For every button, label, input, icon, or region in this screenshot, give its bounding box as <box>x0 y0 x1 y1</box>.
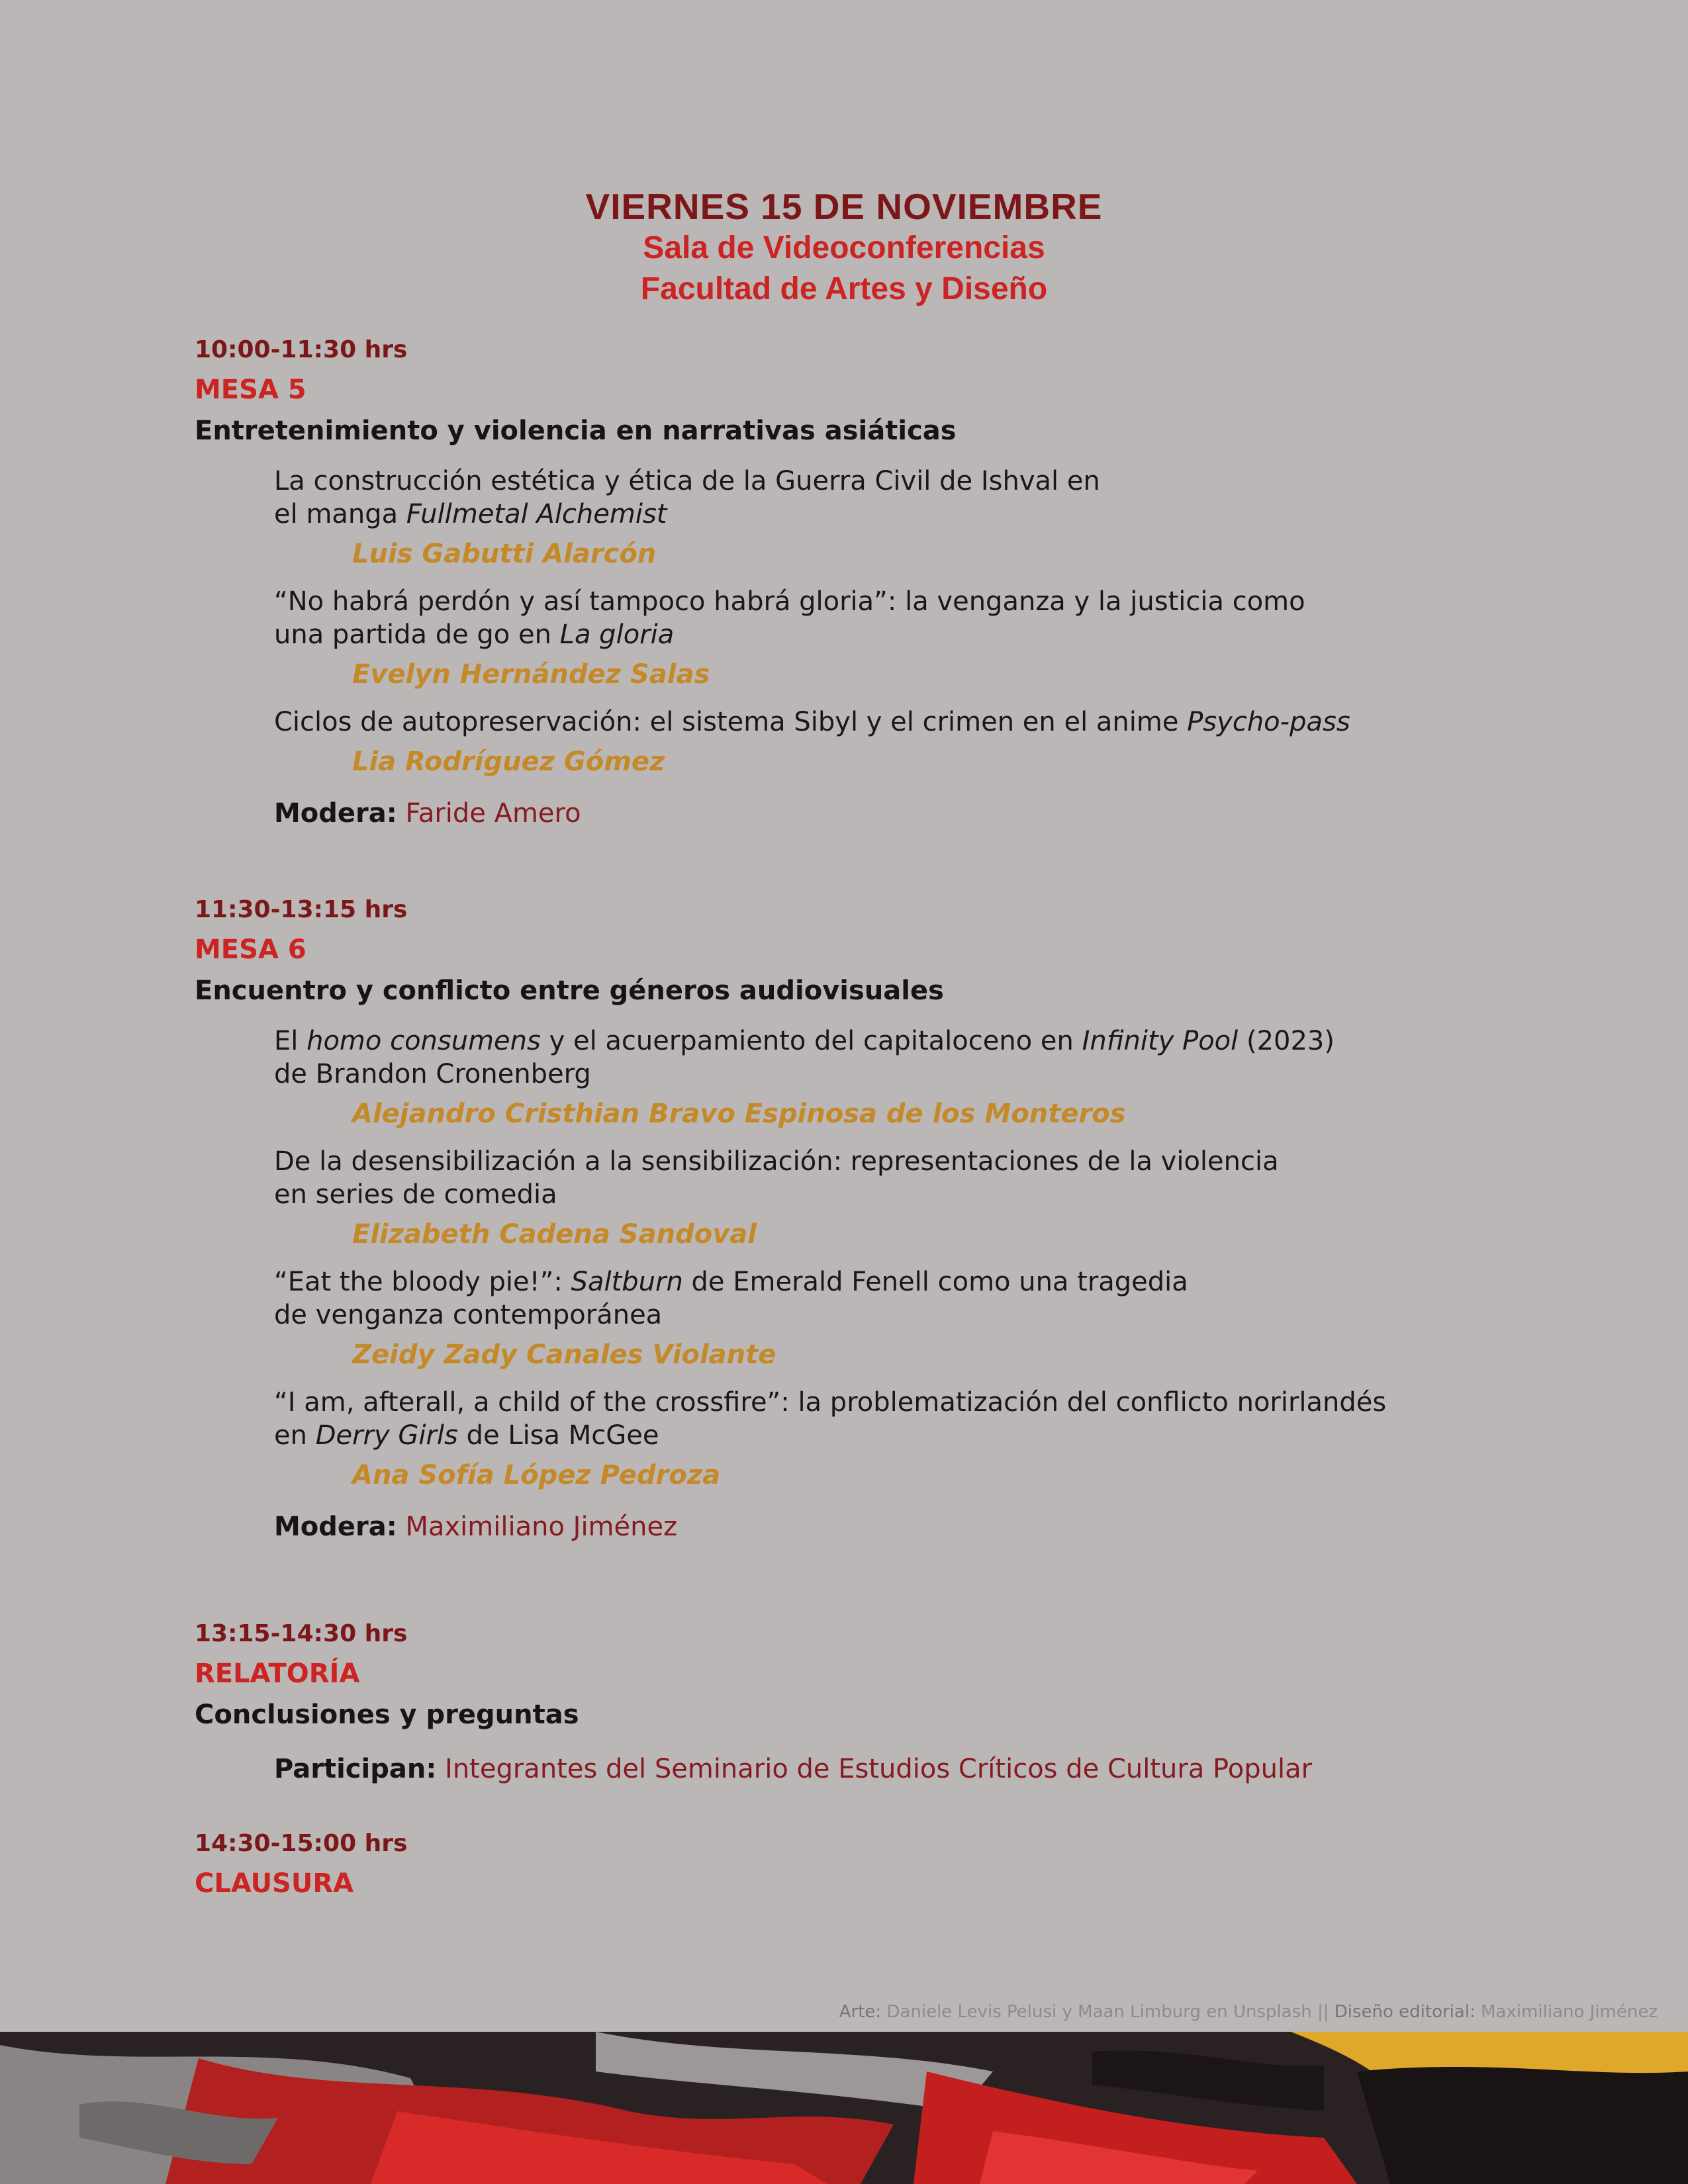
talk-title: “Eat the bloody pie!”: Saltburn de Emerald Fenell como una tragedia de venganza contemporánea <box>274 1267 1188 1330</box>
session-time: 10:00-11:30 hrs <box>195 336 408 363</box>
talk-item <box>274 1145 1519 1251</box>
session-label: RELATORÍA <box>195 1659 360 1689</box>
event-header <box>0 185 1688 310</box>
moderator: Modera: Faride Amero <box>274 798 581 829</box>
session-clausura <box>195 1827 1519 1903</box>
abstract-painting-banner <box>0 2032 1688 2184</box>
talk-title: El homo consumens y el acuerpamiento del capitaloceno en Infinity Pool (2023) de Brandon Cronenberg <box>274 1026 1335 1089</box>
session-mesa-6 <box>195 893 1519 1543</box>
talk-item <box>274 585 1519 691</box>
talk-author: Luis Gabutti Alarcón <box>352 539 657 569</box>
session-time: 14:30-15:00 hrs <box>195 1830 408 1857</box>
session-label: CLAUSURA <box>195 1868 354 1899</box>
credits-line: Arte: Daniele Levis Pelusi y Maan Limburg en Unsplash || Diseño editorial: Maximiliano Jiménez <box>839 2002 1658 2022</box>
talk-author: Evelyn Hernández Salas <box>352 659 710 690</box>
session-mesa-5 <box>195 334 1519 830</box>
talk-item <box>274 465 1519 570</box>
event-room: Sala de Videoconferencias <box>643 230 1045 265</box>
session-relatoria <box>195 1617 1519 1786</box>
session-label: MESA 5 <box>195 375 306 405</box>
session-label: MESA 6 <box>195 934 306 965</box>
talk-author: Alejandro Cristhian Bravo Espinosa de los Monteros <box>352 1099 1126 1129</box>
talk-item <box>274 1265 1519 1371</box>
session-title: Entretenimiento y violencia en narrativas asiáticas <box>195 416 957 446</box>
session-title: Encuentro y conflicto entre géneros audiovisuales <box>195 976 944 1006</box>
talk-title: Ciclos de autopreservación: el sistema Sibyl y el crimen en el anime Psycho-pass <box>274 707 1350 737</box>
talk-title: De la desensibilización a la sensibilización: representaciones de la violencia en series de comedia <box>274 1146 1279 1210</box>
talk-item <box>274 705 1519 778</box>
talk-author: Zeidy Zady Canales Violante <box>352 1340 776 1370</box>
event-day: VIERNES 15 DE NOVIEMBRE <box>585 186 1103 227</box>
event-faculty: Facultad de Artes y Diseño <box>640 271 1048 306</box>
session-time: 13:15-14:30 hrs <box>195 1620 408 1647</box>
talk-title: “I am, afterall, a child of the crossfire”: la problematización del conflicto norirlandés en Derry Girls de Lisa McGee <box>274 1387 1387 1451</box>
session-time: 11:30-13:15 hrs <box>195 896 408 923</box>
talk-author: Elizabeth Cadena Sandoval <box>352 1219 757 1250</box>
session-title: Conclusiones y preguntas <box>195 1700 579 1730</box>
talk-item <box>274 1386 1519 1492</box>
moderator: Modera: Maximiliano Jiménez <box>274 1512 678 1542</box>
talk-item <box>274 1024 1519 1130</box>
talk-author: Lia Rodríguez Gómez <box>352 747 665 777</box>
talk-author: Ana Sofía López Pedroza <box>352 1460 721 1490</box>
talk-title: La construcción estética y ética de la Guerra Civil de Ishval en el manga Fullmetal Alchemist <box>274 466 1100 529</box>
talk-title: “No habrá perdón y así tampoco habrá gloria”: la venganza y la justicia como una partida de go en La gloria <box>274 586 1305 650</box>
participants: Participan: Integrantes del Seminario de Estudios Críticos de Cultura Popular <box>274 1754 1313 1784</box>
